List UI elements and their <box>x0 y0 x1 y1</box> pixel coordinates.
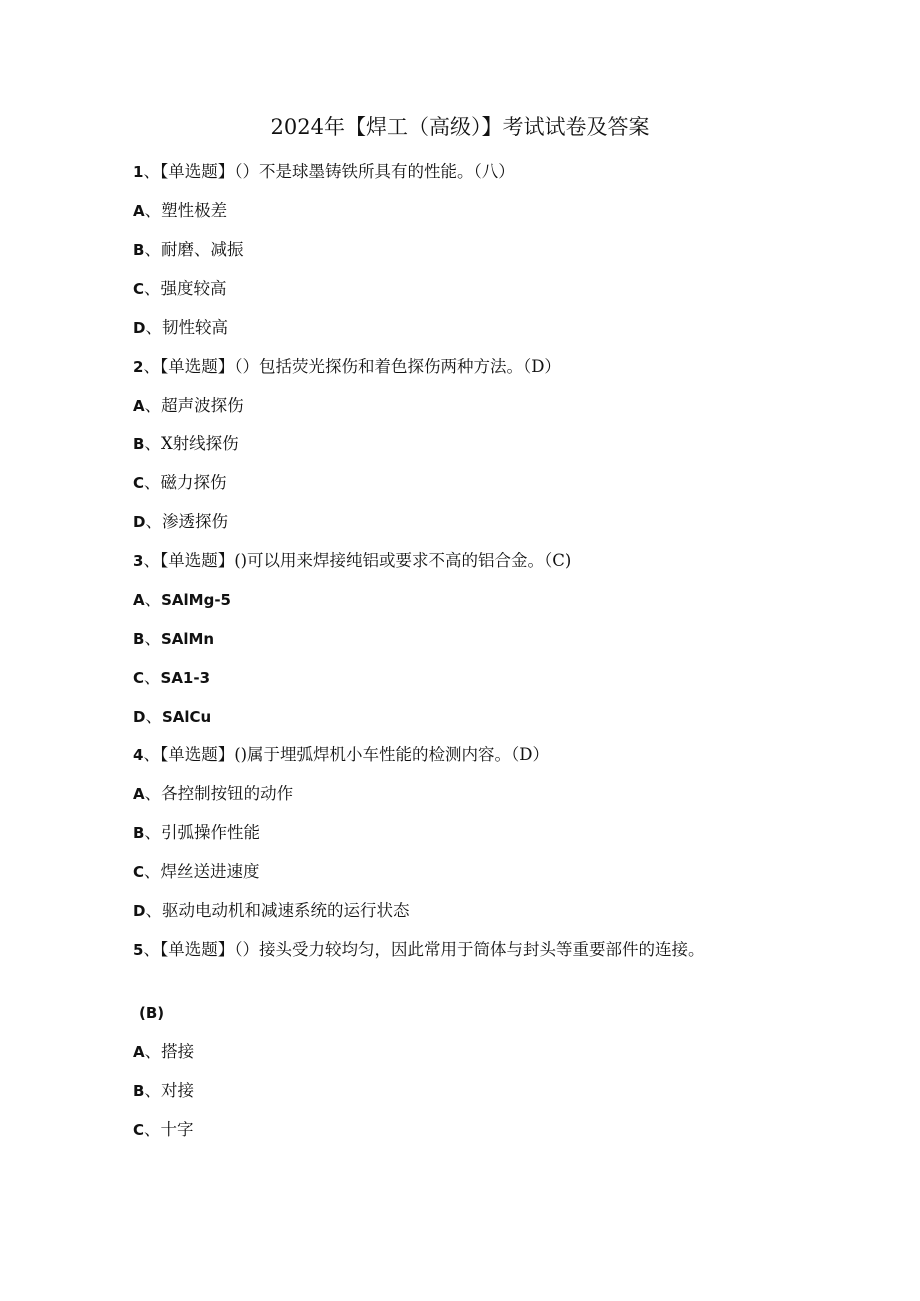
answer-key: (B) <box>139 1004 165 1022</box>
question-3-stem: 3、【单选题】()可以用来焊接纯铝或要求不高的铝合金。（C) <box>133 551 572 570</box>
question-type: 【单选题】 <box>159 745 235 764</box>
option-letter: A <box>133 785 145 803</box>
option-text: 塑性极差 <box>161 201 228 220</box>
option: C、SA1-3 <box>133 668 211 687</box>
option-letter: D <box>133 319 146 337</box>
question-1-stem: 1、【单选题】（）不是球墨铸铁所具有的性能。（八） <box>133 162 515 181</box>
option-letter: D <box>133 708 146 726</box>
option-letter: B <box>133 1082 145 1100</box>
option-letter: D <box>133 902 146 920</box>
option: D、SAlCu <box>133 707 212 726</box>
question-number: 3 <box>133 552 144 570</box>
option-text: 渗透探伤 <box>161 512 228 531</box>
option-letter: B <box>133 241 145 259</box>
option-letter: A <box>133 202 145 220</box>
question-number: 1 <box>133 163 144 181</box>
option-text: 强度较高 <box>160 279 227 298</box>
option-text: 各控制按钮的动作 <box>161 784 294 803</box>
question-type: 【单选题】 <box>159 162 235 181</box>
option-text: SAlCu <box>161 708 212 726</box>
option-text: X射线探伤 <box>160 434 239 453</box>
option: C、焊丝送进速度 <box>133 862 260 881</box>
option-text: SA1-3 <box>160 669 211 687</box>
option-letter: B <box>133 824 145 842</box>
question-text: （）包括荧光探伤和着色探伤两种方法。（D） <box>234 357 561 376</box>
option: B、对接 <box>133 1081 194 1100</box>
question-text: ()属于埋弧焊机小车性能的检测内容。（D） <box>234 745 550 764</box>
option: A、超声波探伤 <box>133 396 244 415</box>
option: C、十字 <box>133 1120 194 1139</box>
question-type: 【单选题】 <box>159 551 235 570</box>
option: B、X射线探伤 <box>133 434 239 453</box>
option-text: 超声波探伤 <box>161 396 244 415</box>
option-text: 搭接 <box>161 1042 195 1061</box>
option-text: 韧性较高 <box>161 318 228 337</box>
question-4-stem: 4、【单选题】()属于埋弧焊机小车性能的检测内容。（D） <box>133 745 550 764</box>
option: A、各控制按钮的动作 <box>133 784 294 803</box>
option-text: SAlMg-5 <box>161 591 231 609</box>
option-text: 耐磨、减振 <box>160 240 244 259</box>
option-text: 焊丝送进速度 <box>160 862 260 881</box>
option: D、韧性较高 <box>133 318 228 337</box>
option: A、塑性极差 <box>133 201 228 220</box>
question-type: 【单选题】 <box>159 940 235 959</box>
option: D、驱动电动机和减速系统的运行状态 <box>133 901 410 920</box>
option-letter: C <box>133 863 145 881</box>
option: A、SAlMg-5 <box>133 590 231 609</box>
option-text: 十字 <box>160 1120 194 1139</box>
question-text: （）不是球墨铸铁所具有的性能。（八） <box>234 162 515 181</box>
option: B、SAlMn <box>133 629 215 648</box>
document-title: 2024年【焊工（高级）】考试试卷及答案 <box>270 115 650 139</box>
option-letter: B <box>133 435 145 453</box>
question-number: 2 <box>133 358 144 376</box>
option-text: 磁力探伤 <box>160 473 227 492</box>
option: B、耐磨、减振 <box>133 240 244 259</box>
option: D、渗透探伤 <box>133 512 228 531</box>
option-letter: C <box>133 669 145 687</box>
question-2-stem: 2、【单选题】（）包括荧光探伤和着色探伤两种方法。（D） <box>133 357 561 376</box>
option-text: 引弧操作性能 <box>160 823 260 842</box>
option-letter: A <box>133 1043 145 1061</box>
option-text: 驱动电动机和减速系统的运行状态 <box>161 901 410 920</box>
option-letter: C <box>133 1121 145 1139</box>
option: A、搭接 <box>133 1042 195 1061</box>
option-letter: B <box>133 630 145 648</box>
question-5-stem: 5、【单选题】（）接头受力较均匀，因此常用于筒体与封头等重要部件的连接。 <box>133 940 705 959</box>
question-text: （）接头受力较均匀，因此常用于筒体与封头等重要部件的连接。 <box>234 940 705 959</box>
option: B、引弧操作性能 <box>133 823 260 842</box>
option-letter: C <box>133 474 145 492</box>
option-letter: A <box>133 591 145 609</box>
option: C、强度较高 <box>133 279 227 298</box>
question-text: ()可以用来焊接纯铝或要求不高的铝合金。（C) <box>234 551 572 570</box>
question-number: 5 <box>133 941 144 959</box>
option-letter: C <box>133 280 145 298</box>
question-type: 【单选题】 <box>159 357 235 376</box>
option-text: SAlMn <box>160 630 215 648</box>
question-number: 4 <box>133 746 144 764</box>
option: C、磁力探伤 <box>133 473 227 492</box>
option-letter: A <box>133 397 145 415</box>
option-letter: D <box>133 513 146 531</box>
option-text: 对接 <box>160 1081 194 1100</box>
